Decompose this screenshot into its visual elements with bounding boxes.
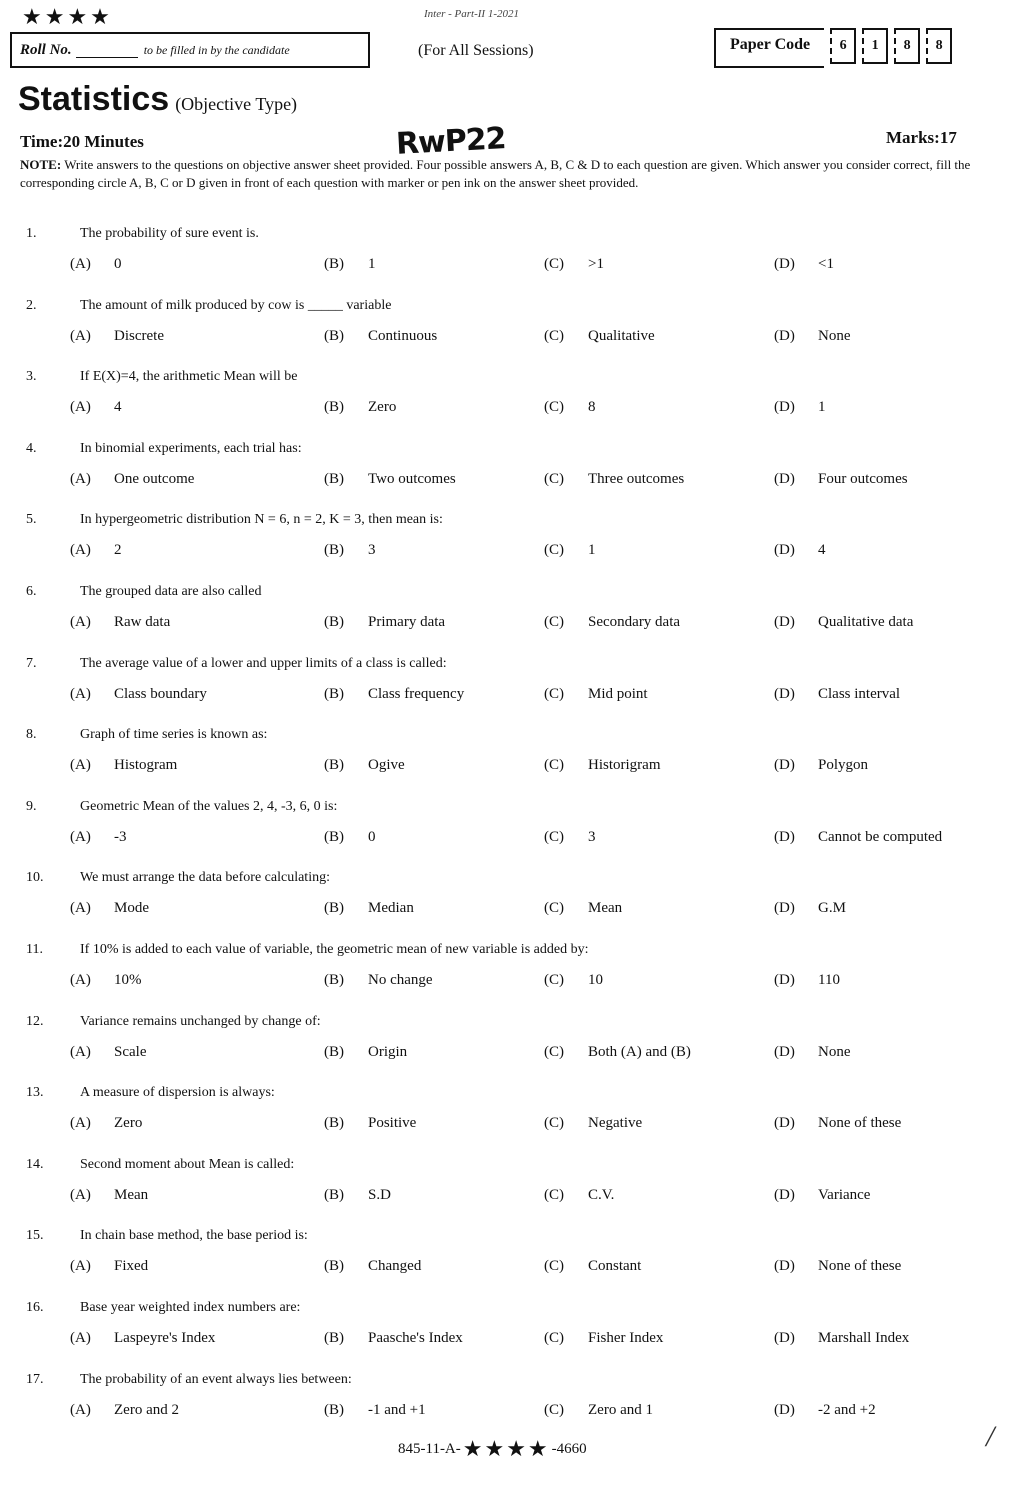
question-item — [0, 508, 1016, 580]
paper-code-digit: 8 — [926, 28, 952, 64]
question-number: 17. — [26, 1371, 44, 1387]
option-d[interactable]: (D) None — [774, 1043, 851, 1060]
footer-stars: ★★★★ — [462, 1436, 550, 1461]
question-number: 11. — [26, 941, 43, 957]
question-number: 12. — [26, 1013, 44, 1029]
question-number: 7. — [26, 655, 37, 671]
roll-label: Roll No. — [20, 41, 72, 58]
roll-hint: to be filled in by the candidate — [143, 42, 290, 57]
option-a[interactable]: (A) Scale — [70, 1043, 147, 1060]
option-c[interactable]: (C) 1 — [544, 542, 596, 559]
option-b[interactable]: (B) Continuous — [324, 327, 438, 344]
question-number: 16. — [26, 1299, 44, 1315]
option-c[interactable]: (C) >1 — [544, 256, 604, 272]
question-text: The grouped data are also called — [80, 583, 262, 599]
question-text: In hypergeometric distribution N = 6, n = 2, K = 3, then mean is: — [80, 512, 443, 528]
question-number: 10. — [26, 870, 44, 886]
option-c[interactable]: (C) Mid point — [544, 685, 648, 702]
footer-code — [398, 1436, 587, 1462]
option-c[interactable]: (C) Three outcomes — [544, 470, 685, 487]
option-c[interactable]: (C) Secondary data — [544, 613, 681, 630]
option-d[interactable]: (D) -2 and +2 — [774, 1401, 876, 1418]
option-b[interactable]: (B) 3 — [324, 542, 376, 559]
question-text: The amount of milk produced by cow is _____ variable — [80, 297, 392, 313]
option-a[interactable]: (A) -3 — [70, 828, 127, 845]
question-number: 1. — [26, 226, 37, 241]
question-text: We must arrange the data before calculating: — [80, 870, 330, 886]
option-d[interactable]: (D) Class interval — [774, 685, 901, 702]
question-number: 15. — [26, 1228, 44, 1244]
question-text: Geometric Mean of the values 2, 4, -3, 6, 0 is: — [80, 798, 338, 814]
option-c[interactable]: (C) Historigram — [544, 757, 661, 774]
top-small-text: Inter - Part-II 1-2021 — [424, 8, 520, 20]
option-a[interactable]: (A) Raw data — [70, 613, 171, 630]
question-number: 4. — [26, 440, 37, 456]
option-d[interactable]: (D) Marshall Index — [774, 1329, 910, 1346]
paper-code-digit: 6 — [830, 28, 856, 64]
question-item — [0, 795, 1016, 867]
option-b[interactable]: (B) Paasche's Index — [324, 1329, 463, 1346]
option-b[interactable]: (B) Primary data — [324, 613, 446, 630]
option-c[interactable]: (C) Zero and 1 — [544, 1401, 653, 1418]
roll-number-field[interactable] — [76, 43, 138, 58]
option-a[interactable]: (A) Zero and 2 — [70, 1401, 179, 1418]
question-item — [0, 866, 1016, 938]
question-text: The average value of a lower and upper limits of a class is called: — [80, 655, 447, 671]
option-c[interactable]: (C) Qualitative — [544, 327, 655, 344]
option-c[interactable]: (C) 8 — [544, 399, 596, 416]
instructions-note — [20, 156, 1000, 192]
option-d[interactable]: (D) None — [774, 327, 851, 344]
option-a[interactable]: (A) Mode — [70, 900, 149, 917]
option-a[interactable]: (A) Zero — [70, 1115, 143, 1132]
corner-scribble: / — [986, 1420, 995, 1453]
page-subtitle: (Objective Type) — [175, 94, 298, 114]
question-number: 6. — [26, 583, 37, 599]
question-item — [0, 652, 1016, 724]
question-item — [0, 1296, 1016, 1368]
option-b[interactable]: (B) 0 — [324, 828, 376, 845]
option-d[interactable]: (D) None of these — [774, 1258, 902, 1275]
option-a[interactable]: (A) 0 — [70, 256, 122, 272]
footer-suffix: -4660 — [551, 1440, 587, 1457]
question-text: Base year weighted index numbers are: — [80, 1299, 301, 1315]
option-c[interactable]: (C) Fisher Index — [544, 1329, 664, 1346]
option-c[interactable]: (C) Mean — [544, 900, 623, 917]
question-item — [0, 222, 1016, 294]
option-b[interactable]: (B) Origin — [324, 1043, 408, 1060]
note-label: NOTE: — [20, 157, 62, 172]
question-number: 2. — [26, 297, 37, 313]
question-text: Second moment about Mean is called: — [80, 1156, 295, 1172]
question-text: Graph of time series is known as: — [80, 727, 268, 743]
option-a[interactable]: (A) 4 — [70, 399, 122, 416]
option-c[interactable]: (C) C.V. — [544, 1186, 615, 1203]
option-b[interactable]: (B) Two outcomes — [324, 470, 456, 487]
option-c[interactable]: (C) Negative — [544, 1115, 643, 1132]
option-a[interactable]: (A) Class boundary — [70, 685, 207, 702]
question-number: 13. — [26, 1085, 44, 1101]
page-title: Statistics — [18, 80, 170, 118]
option-a[interactable]: (A) 2 — [70, 542, 122, 559]
question-item — [0, 580, 1016, 652]
paper-code-label: Paper Code — [714, 28, 824, 68]
question-number: 3. — [26, 369, 37, 385]
paper-code-digit: 1 — [862, 28, 888, 64]
question-number: 8. — [26, 727, 37, 743]
option-c[interactable]: (C) Both (A) and (B) — [544, 1043, 691, 1060]
question-text: If E(X)=4, the arithmetic Mean will be — [80, 369, 298, 385]
option-c[interactable]: (C) Constant — [544, 1258, 642, 1275]
question-item — [0, 1081, 1016, 1153]
question-text: A measure of dispersion is always: — [80, 1085, 275, 1101]
option-d[interactable]: (D) Polygon — [774, 757, 869, 774]
option-c[interactable]: (C) 10 — [544, 971, 603, 988]
option-b[interactable]: (B) Class frequency — [324, 685, 465, 702]
question-item — [0, 1153, 1016, 1225]
option-d[interactable]: (D) G.M — [774, 900, 846, 917]
question-item — [0, 365, 1016, 437]
question-item — [0, 437, 1016, 509]
option-a[interactable]: (A) One outcome — [70, 470, 195, 487]
option-a[interactable]: (A) 10% — [70, 971, 142, 988]
question-item — [0, 723, 1016, 795]
option-a[interactable]: (A) Discrete — [70, 327, 164, 344]
paper-code-digit: 8 — [894, 28, 920, 64]
paper-code-box — [714, 28, 952, 68]
question-item — [0, 1224, 1016, 1296]
question-item — [0, 1368, 1016, 1440]
marks-label: Marks:17 — [886, 128, 957, 147]
option-d[interactable]: (D) 110 — [774, 971, 840, 988]
option-b[interactable]: (B) Positive — [324, 1115, 417, 1132]
question-item — [0, 294, 1016, 366]
question-number: 9. — [26, 798, 37, 814]
option-b[interactable]: (B) No change — [324, 971, 433, 988]
note-text: Write answers to the questions on objective answer sheet provided. Four possible answers A, B, C & D to each question are given. Which answer you consider correct, fill the corresponding circle A, B, C or D given in front of each question with marker or pen ink on the answer sheet provided. — [20, 157, 971, 190]
option-b[interactable]: (B) 1 — [324, 256, 376, 272]
sessions-label: (For All Sessions) — [418, 42, 534, 59]
footer-prefix: 845-11-A- — [398, 1440, 461, 1457]
option-b[interactable]: (B) Ogive — [324, 757, 405, 774]
roll-number-box — [10, 32, 370, 68]
option-d[interactable]: (D) Cannot be computed — [774, 828, 943, 845]
time-label: Time:20 Minutes — [20, 132, 144, 151]
option-a[interactable]: (A) Mean — [70, 1186, 149, 1203]
top-stars: ★★★★ — [22, 4, 113, 29]
option-b[interactable]: (B) S.D — [324, 1186, 391, 1203]
question-text: In binomial experiments, each trial has: — [80, 440, 302, 456]
questions-list — [0, 222, 1016, 1439]
option-d[interactable]: (D) <1 — [774, 256, 834, 272]
option-b[interactable]: (B) Changed — [324, 1258, 422, 1275]
question-number: 14. — [26, 1156, 44, 1172]
handwritten-note: RwP22 — [395, 121, 507, 162]
option-b[interactable]: (B) -1 and +1 — [324, 1401, 426, 1418]
option-d[interactable]: (D) None of these — [774, 1115, 902, 1132]
title-row — [18, 80, 297, 119]
option-b[interactable]: (B) Zero — [324, 399, 397, 416]
option-d[interactable]: (D) Variance — [774, 1186, 871, 1203]
question-text: Variance remains unchanged by change of: — [80, 1013, 321, 1029]
option-a[interactable]: (A) Fixed — [70, 1258, 149, 1275]
option-d[interactable]: (D) 4 — [774, 542, 826, 559]
option-d[interactable]: (D) 1 — [774, 399, 826, 416]
question-text: If 10% is added to each value of variable, the geometric mean of new variable is added by: — [80, 941, 589, 957]
option-d[interactable]: (D) Four outcomes — [774, 470, 908, 487]
question-item — [0, 938, 1016, 1010]
option-c[interactable]: (C) 3 — [544, 828, 596, 845]
option-a[interactable]: (A) Laspeyre's Index — [70, 1329, 216, 1346]
question-text: The probability of an event always lies between: — [80, 1371, 352, 1387]
question-text: The probability of sure event is. — [80, 226, 259, 241]
option-b[interactable]: (B) Median — [324, 900, 414, 917]
question-text: In chain base method, the base period is: — [80, 1228, 308, 1244]
question-item — [0, 1010, 1016, 1082]
option-d[interactable]: (D) Qualitative data — [774, 613, 914, 630]
question-number: 5. — [26, 512, 37, 528]
option-a[interactable]: (A) Histogram — [70, 757, 178, 774]
